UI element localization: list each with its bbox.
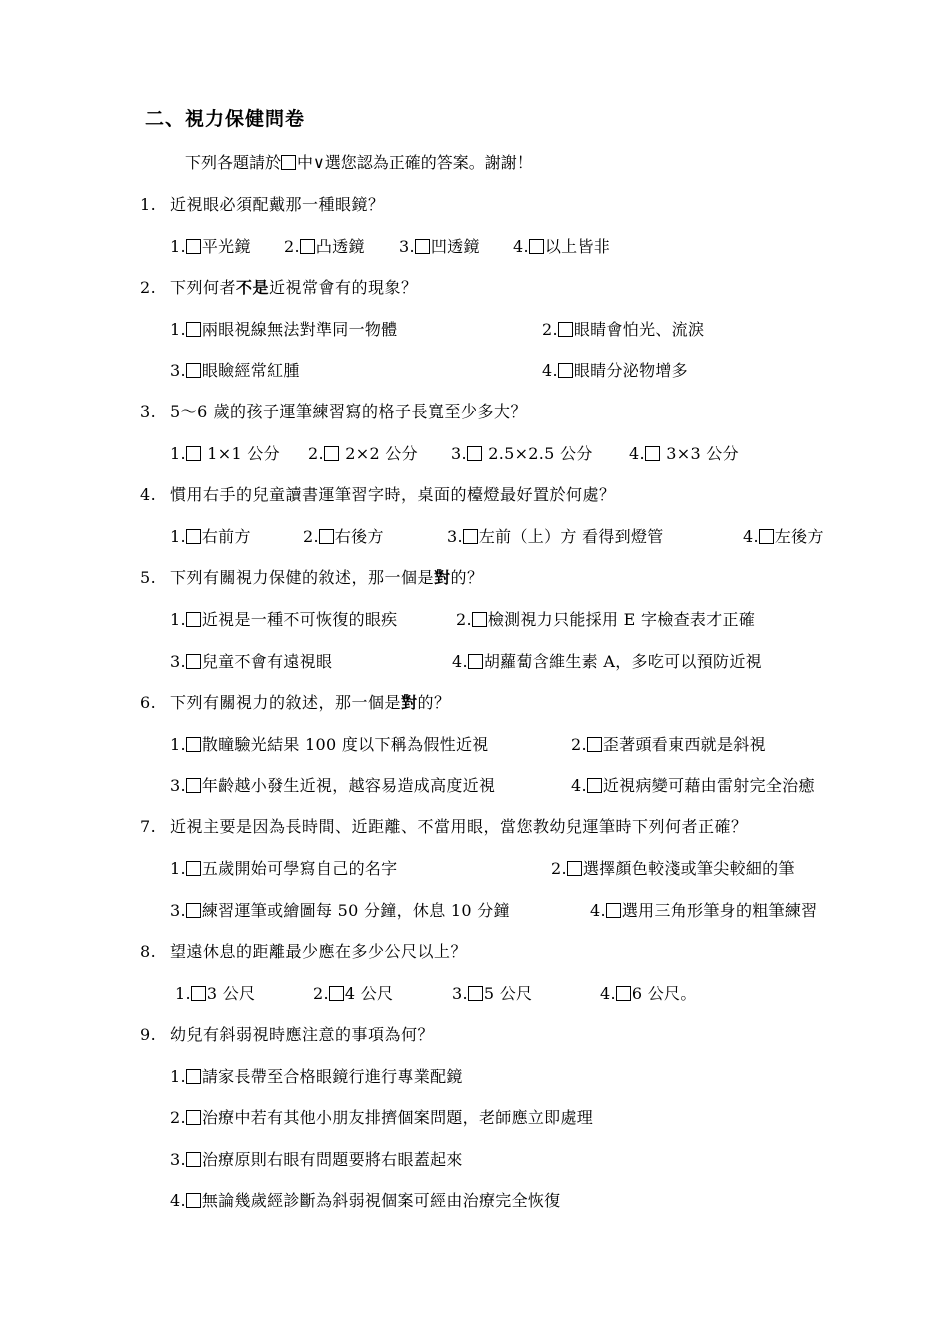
checkbox[interactable] — [186, 654, 201, 669]
q7-option-4[interactable] — [590, 898, 817, 921]
option-number: 3. — [170, 361, 186, 380]
q6-option-1[interactable] — [170, 732, 489, 755]
option-label: 以上皆非 — [544, 237, 611, 256]
checkbox[interactable] — [463, 529, 478, 544]
question-emphasis: 對 — [401, 693, 418, 712]
option-number: 3. — [170, 1150, 186, 1169]
q2-option-1[interactable] — [170, 317, 397, 340]
option-label: 近視病變可藉由雷射完全治癒 — [602, 776, 815, 795]
option-label: 歪著頭看東西就是斜視 — [602, 735, 766, 754]
q9-option-4[interactable] — [170, 1188, 560, 1211]
checkbox[interactable] — [319, 529, 334, 544]
q8-option-4[interactable] — [600, 981, 697, 1004]
q1-option-2[interactable] — [284, 234, 365, 257]
question-number: 4. — [140, 485, 157, 504]
option-number: 4. — [571, 776, 587, 795]
checkbox[interactable] — [759, 529, 774, 544]
option-label: 選擇顏色較淺或筆尖較細的筆 — [582, 859, 795, 878]
q1-option-4[interactable] — [513, 234, 610, 257]
checkbox[interactable] — [191, 986, 206, 1001]
question-text: 望遠休息的距離最少應在多少公尺以上？ — [170, 942, 468, 961]
q3-option-1[interactable] — [170, 441, 280, 464]
checkbox[interactable] — [186, 737, 201, 752]
option-label: 2×2 公分 — [339, 444, 418, 463]
checkbox[interactable] — [186, 322, 201, 337]
question-emphasis: 對 — [434, 568, 451, 587]
checkbox[interactable] — [529, 239, 544, 254]
question-number: 2. — [140, 278, 157, 297]
option-number: 1. — [170, 610, 186, 629]
checkbox[interactable] — [186, 239, 201, 254]
question-4 — [140, 482, 616, 505]
question-number: 7. — [140, 817, 157, 836]
question-number: 8. — [140, 942, 157, 961]
q1-option-3[interactable] — [399, 234, 480, 257]
q9-option-3[interactable] — [170, 1147, 463, 1170]
option-label: 3 公尺 — [206, 984, 256, 1003]
option-number: 3. — [399, 237, 415, 256]
q3-option-4[interactable] — [629, 441, 739, 464]
checkbox[interactable] — [587, 778, 602, 793]
q4-option-2[interactable] — [303, 524, 384, 547]
question-text: 近視主要是因為長時間、近距離、不當用眼，當您教幼兒運筆時下列何者正確？ — [170, 817, 748, 836]
option-number: 4. — [629, 444, 645, 463]
q3-option-2[interactable] — [308, 441, 418, 464]
option-label: 6 公尺。 — [631, 984, 697, 1003]
option-number: 1. — [170, 735, 186, 754]
option-number: 4. — [600, 984, 616, 1003]
checkbox[interactable] — [186, 1152, 201, 1167]
option-number: 3. — [452, 984, 468, 1003]
option-label: 平光鏡 — [201, 237, 251, 256]
checkbox[interactable] — [186, 1110, 201, 1125]
checkbox[interactable] — [558, 322, 573, 337]
question-9 — [140, 1022, 434, 1045]
question-text: 近視常會有的現象？ — [269, 278, 418, 297]
option-label: 無論幾歲經診斷為斜弱視個案可經由治療完全恢復 — [201, 1191, 561, 1210]
option-number: 1. — [170, 444, 186, 463]
option-number: 2. — [551, 859, 567, 878]
q4-option-3[interactable] — [447, 524, 664, 547]
checkbox[interactable] — [186, 1069, 201, 1084]
option-number: 2. — [456, 610, 472, 629]
checkbox-icon — [281, 155, 296, 170]
option-label: 右前方 — [201, 527, 251, 546]
option-label: 1×1 公分 — [201, 444, 280, 463]
option-label: 4 公尺 — [344, 984, 394, 1003]
q2-option-2[interactable] — [542, 317, 704, 340]
option-label: 請家長帶至合格眼鏡行進行專業配鏡 — [201, 1067, 463, 1086]
option-label: 凹透鏡 — [430, 237, 480, 256]
checkbox[interactable] — [186, 612, 201, 627]
option-label: 2.5×2.5 公分 — [482, 444, 593, 463]
checkbox[interactable] — [329, 986, 344, 1001]
option-number: 1. — [175, 984, 191, 1003]
option-label: 年齡越小發生近視，越容易造成高度近視 — [201, 776, 496, 795]
option-number: 2. — [303, 527, 319, 546]
question-text: 的？ — [417, 693, 451, 712]
option-number: 2. — [313, 984, 329, 1003]
question-emphasis: 不是 — [236, 278, 270, 297]
checkbox[interactable] — [300, 239, 315, 254]
q6-option-2[interactable] — [571, 732, 766, 755]
question-text: 下列有關視力保健的敘述，那一個是 — [170, 568, 435, 587]
option-label: 5 公尺 — [483, 984, 533, 1003]
checkbox[interactable] — [186, 363, 201, 378]
q8-option-2[interactable] — [313, 981, 393, 1004]
option-label: 胡蘿蔔含維生素 A，多吃可以預防近視 — [483, 652, 762, 671]
option-label: 治療原則右眼有問題要將右眼蓋起來 — [201, 1150, 463, 1169]
q5-option-1[interactable] — [170, 607, 397, 630]
checkbox[interactable] — [472, 612, 487, 627]
checkbox[interactable] — [186, 446, 201, 461]
question-text: 慣用右手的兒童讀書運筆習字時，桌面的檯燈最好置於何處？ — [170, 485, 616, 504]
option-number: 2. — [542, 320, 558, 339]
instruction-before: 下列各題請於 — [185, 153, 282, 172]
question-number: 9. — [140, 1025, 157, 1044]
q5-option-3[interactable] — [170, 649, 332, 672]
checkbox[interactable] — [645, 446, 660, 461]
option-number: 4. — [513, 237, 529, 256]
q5-option-2[interactable] — [456, 607, 755, 630]
option-number: 4. — [743, 527, 759, 546]
q4-option-4[interactable] — [743, 524, 824, 547]
checkbox[interactable] — [186, 861, 201, 876]
checkbox[interactable] — [616, 986, 631, 1001]
option-label: 眼瞼經常紅腫 — [201, 361, 300, 380]
option-label: 練習運筆或繪圖每 50 分鐘，休息 10 分鐘 — [201, 901, 510, 920]
option-label: 散瞳驗光結果 100 度以下稱為假性近視 — [201, 735, 489, 754]
option-number: 1. — [170, 1067, 186, 1086]
page-title: 二、視力保健問卷 — [145, 108, 306, 130]
checkbox[interactable] — [186, 529, 201, 544]
option-number: 3. — [447, 527, 463, 546]
checkbox[interactable] — [186, 1193, 201, 1208]
option-number: 2. — [284, 237, 300, 256]
question-text: 近視眼必須配戴那一種眼鏡？ — [170, 195, 385, 214]
option-number: 2. — [170, 1108, 186, 1127]
option-label: 近視是一種不可恢復的眼疾 — [201, 610, 398, 629]
question-number: 5. — [140, 568, 157, 587]
option-number: 1. — [170, 527, 186, 546]
question-1 — [140, 192, 385, 215]
q8-option-1[interactable] — [175, 981, 255, 1004]
option-label: 3×3 公分 — [660, 444, 739, 463]
q7-option-3[interactable] — [170, 898, 510, 921]
option-label: 眼睛分泌物增多 — [573, 361, 688, 380]
option-number: 2. — [571, 735, 587, 754]
checkbox[interactable] — [567, 861, 582, 876]
q6-option-4[interactable] — [571, 773, 815, 796]
checkbox[interactable] — [468, 654, 483, 669]
option-number: 2. — [308, 444, 324, 463]
option-number: 1. — [170, 320, 186, 339]
q7-option-2[interactable] — [551, 856, 795, 879]
option-label: 治療中若有其他小朋友排擠個案問題，老師應立即處理 — [201, 1108, 594, 1127]
checkbox[interactable] — [186, 778, 201, 793]
option-label: 選用三角形筆身的粗筆練習 — [621, 901, 818, 920]
question-5 — [140, 565, 484, 588]
option-label: 兩眼視線無法對準同一物體 — [201, 320, 398, 339]
q3-option-3[interactable] — [451, 441, 593, 464]
question-7 — [140, 814, 748, 837]
option-number: 4. — [170, 1191, 186, 1210]
option-number: 4. — [590, 901, 606, 920]
question-text: 下列何者 — [170, 278, 237, 297]
option-label: 左後方 — [774, 527, 824, 546]
question-8 — [140, 939, 467, 962]
question-text: 幼兒有斜弱視時應注意的事項為何？ — [170, 1025, 435, 1044]
q2-option-4[interactable] — [542, 358, 688, 381]
option-number: 4. — [452, 652, 468, 671]
option-number: 1. — [170, 237, 186, 256]
option-number: 3. — [451, 444, 467, 463]
checkbox[interactable] — [186, 903, 201, 918]
question-number: 6. — [140, 693, 157, 712]
option-label: 右後方 — [334, 527, 384, 546]
question-number: 1. — [140, 195, 157, 214]
question-number: 3. — [140, 402, 157, 421]
instruction-text — [185, 150, 533, 173]
instruction-after: 中∨選您認為正確的答案。謝謝！ — [297, 153, 533, 172]
question-2 — [140, 275, 418, 298]
option-number: 3. — [170, 652, 186, 671]
option-number: 3. — [170, 776, 186, 795]
q5-option-4[interactable] — [452, 649, 762, 672]
checkbox[interactable] — [467, 446, 482, 461]
checkbox[interactable] — [324, 446, 339, 461]
q8-option-3[interactable] — [452, 981, 532, 1004]
option-number: 4. — [542, 361, 558, 380]
option-label: 五歲開始可學寫自己的名字 — [201, 859, 398, 878]
q9-option-1[interactable] — [170, 1064, 463, 1087]
checkbox[interactable] — [558, 363, 573, 378]
question-text: 5～6 歲的孩子運筆練習寫的格子長寬至少多大？ — [170, 402, 527, 421]
checkbox[interactable] — [606, 903, 621, 918]
q2-option-3[interactable] — [170, 358, 300, 381]
q4-option-1[interactable] — [170, 524, 251, 547]
option-label: 兒童不會有遠視眼 — [201, 652, 333, 671]
question-text: 的？ — [450, 568, 484, 587]
q6-option-3[interactable] — [170, 773, 495, 796]
option-number: 1. — [170, 859, 186, 878]
q1-option-1[interactable] — [170, 234, 251, 257]
option-label: 左前（上）方 看得到燈管 — [478, 527, 664, 546]
option-label: 檢測視力只能採用 E 字檢查表才正確 — [487, 610, 756, 629]
question-6 — [140, 690, 451, 713]
option-label: 眼睛會怕光、流淚 — [573, 320, 705, 339]
q9-option-2[interactable] — [170, 1105, 593, 1128]
question-3 — [140, 399, 527, 422]
checkbox[interactable] — [587, 737, 602, 752]
question-text: 下列有關視力的敘述，那一個是 — [170, 693, 402, 712]
option-label: 凸透鏡 — [315, 237, 365, 256]
checkbox[interactable] — [415, 239, 430, 254]
option-number: 3. — [170, 901, 186, 920]
checkbox[interactable] — [468, 986, 483, 1001]
q7-option-1[interactable] — [170, 856, 397, 879]
